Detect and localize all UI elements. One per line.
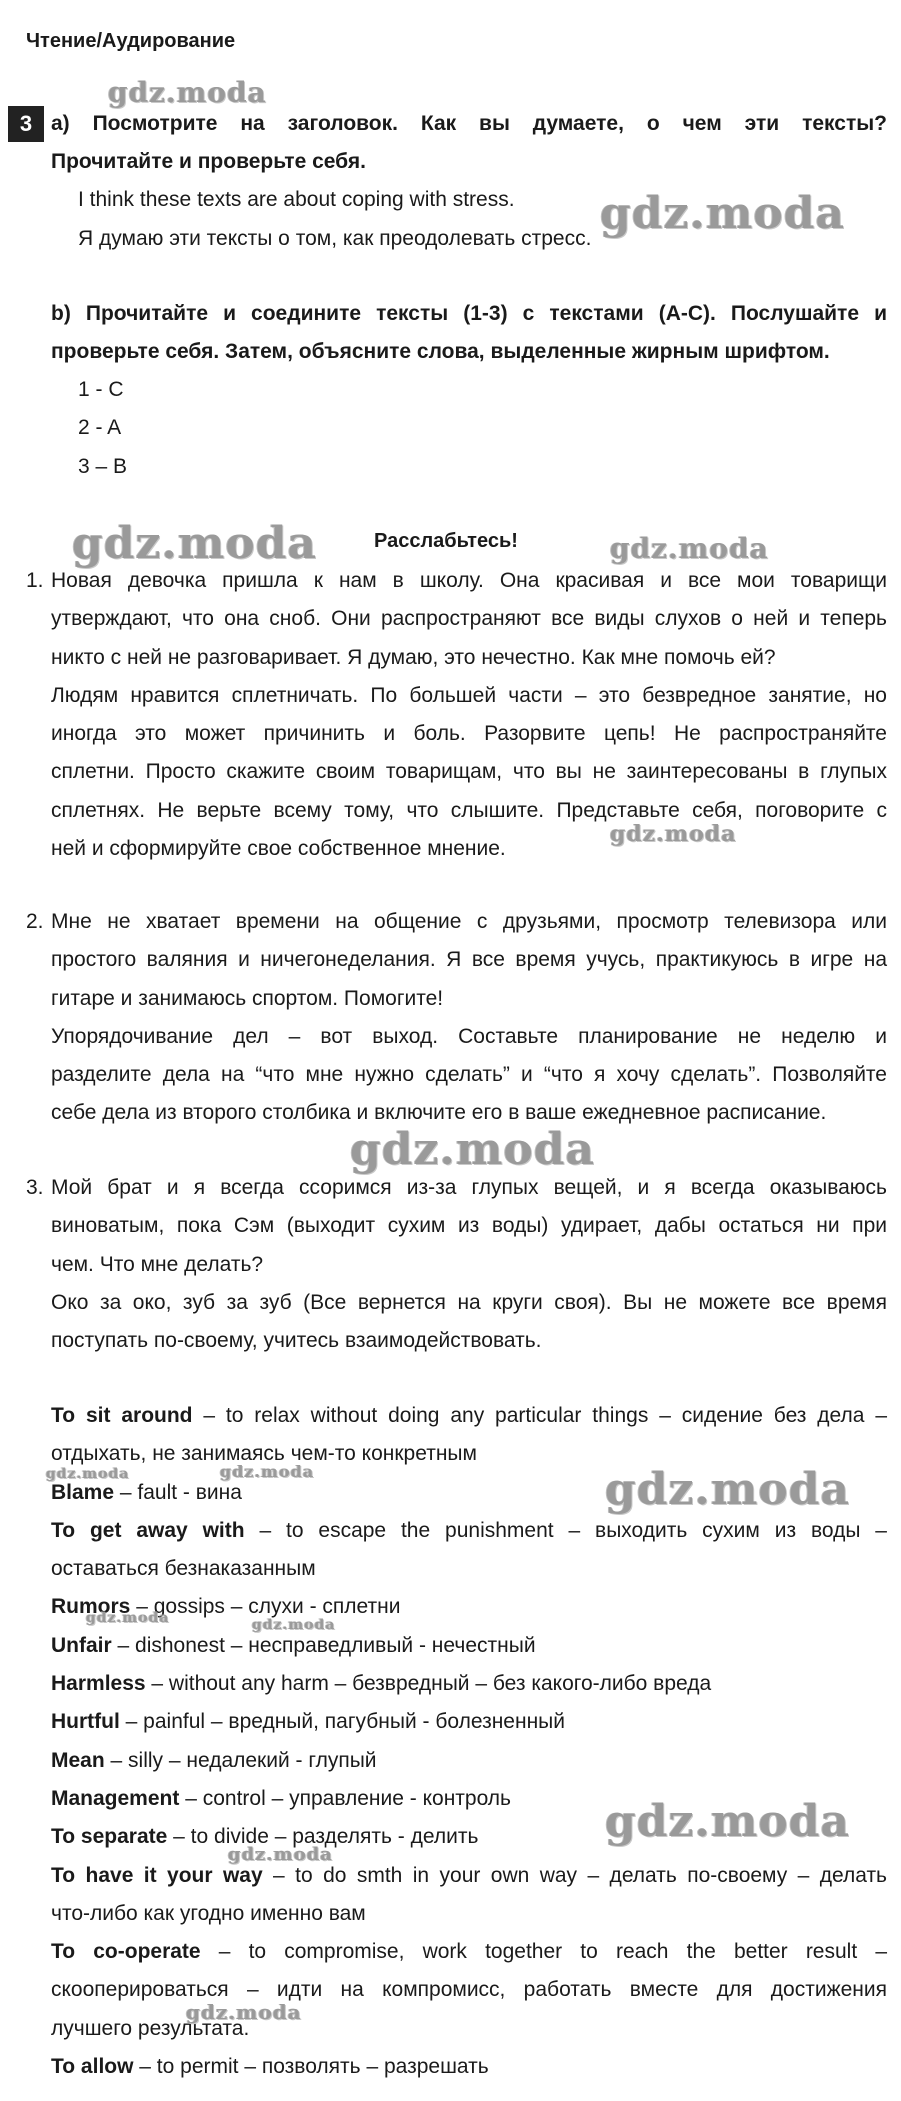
watermark: gdz.moda <box>350 1124 596 1175</box>
letter-1-line: Новая девочка пришла к нам в школу. Она красивая и все мои товарищи <box>51 569 887 592</box>
vocab-entry <box>51 1627 887 1665</box>
task-b-answer-1: 1 - C <box>78 378 124 401</box>
vocab-definition: – to relax without doing any particular things – сидение без дела – <box>192 1404 887 1427</box>
watermark: gdz.moda <box>252 1617 336 1633</box>
letter-2-line: Мне не хватает времени на общение с друзьями, просмотр телевизора или <box>51 910 887 933</box>
watermark: gdz.moda <box>605 1464 851 1515</box>
vocab-term: Management <box>51 1786 180 1810</box>
vocab-term: Hurtful <box>51 1710 120 1734</box>
vocab-term: Mean <box>51 1748 105 1772</box>
vocab-term: Harmless <box>51 1672 146 1696</box>
task-b-line1: b) Прочитайте и соедините тексты (1-3) с текстами (A-C). Послушайте и <box>51 302 887 325</box>
vocab-definition-cont: оставаться безнаказанным <box>51 1557 316 1581</box>
vocab-definition-cont: отдыхать, не занимаясь чем-то конкретным <box>51 1442 477 1466</box>
vocab-definition-cont: что-либо как угодно именно вам <box>51 1901 366 1925</box>
letter-3-line: чем. Что мне делать? <box>51 1252 264 1276</box>
vocab-term: Blame <box>51 1480 115 1504</box>
vocab-term: To sit around <box>51 1404 193 1427</box>
vocab-entry <box>51 2048 887 2086</box>
letter-1-number: 1. <box>26 569 44 592</box>
letter-1-line: утверждают, что она сноб. Они распространяют все виды слухов о ней и теперь <box>51 607 887 631</box>
task-b-answer-3: 3 – B <box>78 455 128 478</box>
vocab-definition: – control – управление - контроль <box>179 1786 512 1810</box>
article-title: Расслабьтесь! <box>374 530 518 552</box>
vocab-entry <box>51 1742 887 1780</box>
vocab-term: Rumors <box>51 1595 131 1619</box>
letter-1-line: иногда это может причинить и боль. Разорвите цепь! Не распространяйте <box>51 722 887 746</box>
vocab-entry <box>51 1703 887 1741</box>
vocab-entry <box>51 1857 887 1934</box>
letter-2-line: гитаре и занимаюсь спортом. Помогите! <box>51 986 444 1010</box>
watermark: gdz.moda <box>186 2000 302 2024</box>
task-b-line2: проверьте себя. Затем, объясните слова, выделенные жирным шрифтом. <box>51 340 830 363</box>
vocab-definition: – painful – вредный, пагубный - болезненный <box>119 1710 566 1734</box>
letter-1-line: сплетнях. Не верьте всему тому, что слышите. Представьте себя, поговорите с <box>51 798 887 822</box>
letter-3-body <box>51 1169 887 1360</box>
letter-2-body <box>51 903 887 1133</box>
letter-3-line: виноватым, пока Сэм (выходит сухим из воды) удирает, дабы остаться ни при <box>51 1214 887 1238</box>
vocab-definition: – to do smth in your own way – делать по-своему – делать <box>262 1863 888 1887</box>
letter-1-body <box>51 562 887 868</box>
vocab-definition: – to permit – позволять – разрешать <box>133 2055 489 2079</box>
watermark: gdz.moda <box>610 532 769 565</box>
watermark: gdz.moda <box>86 1610 170 1626</box>
vocab-entry <box>51 1665 887 1703</box>
letter-2-number: 2. <box>26 910 44 933</box>
vocab-term: To co-operate <box>51 1940 201 1964</box>
vocab-definition-cont: лучшего результата. <box>51 2016 250 2040</box>
vocab-term: Unfair <box>51 1633 112 1657</box>
vocab-definition: – to compromise, work together to reach the better result – <box>200 1940 887 1964</box>
watermark: gdz.moda <box>228 1844 333 1865</box>
task-a-line2: Прочитайте и проверьте себя. <box>51 150 366 173</box>
vocab-definition-cont: скооперироваться – идти на компромисс, работать вместе для достижения <box>51 1978 887 2002</box>
letter-3-number: 3. <box>26 1176 44 1199</box>
letter-1-line: никто с ней не разговаривает. Я думаю, это нечестно. Как мне помочь ей? <box>51 645 776 669</box>
vocab-term: To get away with <box>51 1518 245 1542</box>
vocab-definition: – gossips – слухи - сплетни <box>130 1595 401 1619</box>
watermark: gdz.moda <box>72 518 318 569</box>
task-a-answer-ru: Я думаю эти тексты о том, как преодолевать стресс. <box>78 227 592 250</box>
vocab-definition: – to divide – разделять - делить <box>167 1825 479 1849</box>
vocab-entry <box>51 1933 887 2048</box>
vocab-entry <box>51 1512 887 1589</box>
vocab-definition: – to escape the punishment – выходить сухим из воды – <box>244 1518 887 1542</box>
vocab-definition: – fault - вина <box>114 1480 242 1504</box>
watermark: gdz.moda <box>600 188 846 239</box>
letter-1-line: Людям нравится сплетничать. По большей части – это безвредное занятие, но <box>51 683 887 707</box>
letter-3-line: Око за око, зуб за зуб (Все вернется на круги своя). Вы не можете все время <box>51 1290 887 1314</box>
letter-2-line: Упорядочивание дел – вот выход. Составьте планирование не неделю и <box>51 1024 887 1048</box>
letter-2-line: разделите дела на “что мне нужно сделать” и “что я хочу сделать”. Позволяйте <box>51 1063 887 1087</box>
task-a-line1: a) Посмотрите на заголовок. Как вы думаете, о чем эти тексты? <box>51 112 887 135</box>
watermark: gdz.moda <box>46 1466 130 1482</box>
vocab-term: To allow <box>51 2055 134 2079</box>
letter-1-line: ней и сформируйте свое собственное мнение. <box>51 837 506 861</box>
vocab-definition: – without any harm – безвредный – без какого-либо вреда <box>145 1672 712 1696</box>
letter-2-line: простого валяния и ничегонеделания. Я все время учусь, практикуюсь в игре на <box>51 948 887 972</box>
exercise-number-badge: 3 <box>8 106 44 142</box>
letter-1-line: сплетни. Просто скажите своим товарищам, что вы не заинтересованы в глупых <box>51 760 887 784</box>
vocab-entry <box>51 1397 887 1474</box>
watermark: gdz.moda <box>610 821 737 847</box>
vocab-term: To separate <box>51 1825 168 1849</box>
watermark: gdz.moda <box>220 1462 315 1481</box>
vocab-entry <box>51 1588 887 1626</box>
letter-2-line: себе дела из второго столбика и включите его в ваше ежедневное расписание. <box>51 1101 827 1125</box>
vocab-definition: – silly – недалекий - глупый <box>104 1748 377 1772</box>
vocab-term: To have it your way <box>51 1863 263 1887</box>
task-a-answer-en: I think these texts are about coping with stress. <box>78 188 515 211</box>
watermark: gdz.moda <box>108 76 267 109</box>
task-b-answer-2: 2 - A <box>78 416 122 439</box>
vocab-definition: – dishonest – несправедливый - нечестный <box>111 1633 536 1657</box>
letter-3-line: поступать по-своему, учитесь взаимодействовать. <box>51 1329 542 1353</box>
watermark: gdz.moda <box>605 1796 851 1847</box>
letter-3-line: Мой брат и я всегда ссоримся из-за глупых вещей, и я всегда оказываюсь <box>51 1176 887 1199</box>
section-title: Чтение/Аудирование <box>26 30 236 52</box>
